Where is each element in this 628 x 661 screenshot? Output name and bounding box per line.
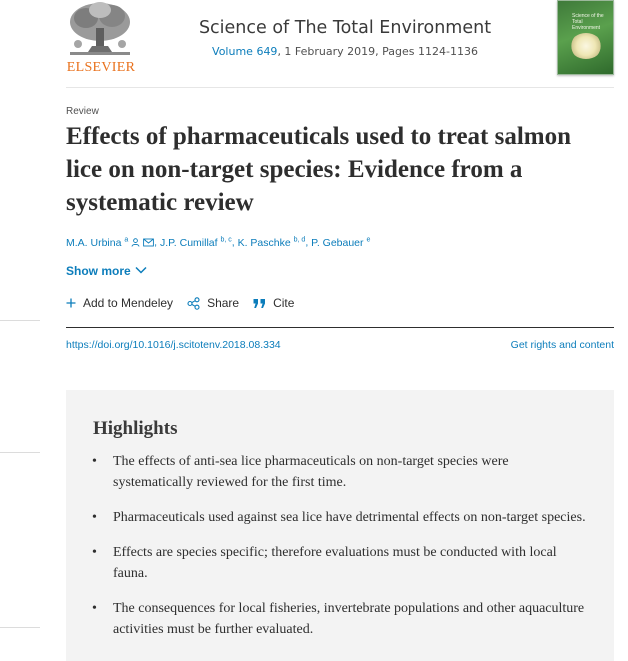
article-title: Effects of pharmaceuticals used to treat salmon lice on non-target species: Evidence from a systematic review xyxy=(66,123,572,216)
bullet-icon: • xyxy=(92,601,97,616)
highlight-text: The consequences for local fisheries, invertebrate populations and other aquaculture activities must be further evaluated. xyxy=(113,601,585,637)
person-icon[interactable] xyxy=(131,238,140,250)
bullet-icon: • xyxy=(92,454,97,469)
share-icon xyxy=(187,297,200,310)
issue-details: , 1 February 2019, Pages 1124-1136 xyxy=(277,45,478,58)
cite-label: Cite xyxy=(273,296,295,310)
cover-title: Science of the Total Environment xyxy=(572,13,604,31)
journal-cover-image[interactable] xyxy=(557,0,614,75)
list-item xyxy=(90,507,590,528)
list-item xyxy=(90,451,590,493)
article-type: Review xyxy=(66,106,99,117)
cover-artwork xyxy=(570,33,602,59)
show-more-button[interactable] xyxy=(66,263,147,278)
author-link[interactable]: P. Gebauer $^e$ xyxy=(311,236,371,249)
quote-icon xyxy=(253,298,266,309)
highlight-text: Effects are species specific; therefore evaluations must be conducted with local fauna. xyxy=(113,545,557,581)
sidebar-divider xyxy=(0,627,40,628)
show-more-label: Show more xyxy=(66,264,131,278)
highlight-text: The effects of anti-sea lice pharmaceuticals on non-target species were systematically reviewed for the first time. xyxy=(113,454,509,490)
doi-link[interactable]: https://doi.org/10.1016/j.scitotenv.2018.08.334 xyxy=(66,339,281,351)
mail-icon[interactable] xyxy=(143,238,154,250)
list-item xyxy=(90,542,590,584)
author-link[interactable]: K. Paschke $^{b, d}$ xyxy=(237,236,306,249)
author-link[interactable]: J.P. Cumillaf $^{b, c}$ xyxy=(159,236,232,249)
add-to-mendeley-label: Add to Mendeley xyxy=(83,296,174,310)
share-button[interactable] xyxy=(187,296,239,310)
cite-button[interactable] xyxy=(253,296,294,310)
journal-title[interactable]: Science of The Total Environment xyxy=(198,18,492,38)
add-to-mendeley-button[interactable] xyxy=(66,296,173,310)
article-actions xyxy=(66,296,294,310)
author-link[interactable]: M.A. Urbina $^a$ xyxy=(66,236,129,249)
list-item xyxy=(90,598,590,640)
highlights-section xyxy=(66,390,614,661)
journal-issue-info xyxy=(140,45,550,58)
bullet-icon: • xyxy=(92,545,97,560)
bullet-icon: • xyxy=(92,510,97,525)
publisher-name: ELSEVIER xyxy=(66,60,136,75)
sidebar-divider xyxy=(0,320,40,321)
highlights-heading: Highlights xyxy=(93,418,178,439)
chevron-down-icon xyxy=(135,263,147,277)
sidebar-divider xyxy=(0,452,40,453)
plus-icon xyxy=(66,298,76,308)
highlights-list xyxy=(90,451,590,654)
article-header-divider xyxy=(66,327,614,328)
volume-link[interactable]: Volume 649 xyxy=(212,45,278,58)
get-rights-link[interactable]: Get rights and content xyxy=(510,339,614,351)
highlight-text: Pharmaceuticals used against sea lice have detrimental effects on non-target species. xyxy=(113,510,586,525)
share-label: Share xyxy=(207,296,240,310)
author-list: M.A. Urbina $^a$ , J.P. Cumillaf $^{b, c}$, K. Paschke $^{b, d}$, P. Gebauer $^e$ xyxy=(66,236,371,249)
header-divider xyxy=(66,87,614,88)
